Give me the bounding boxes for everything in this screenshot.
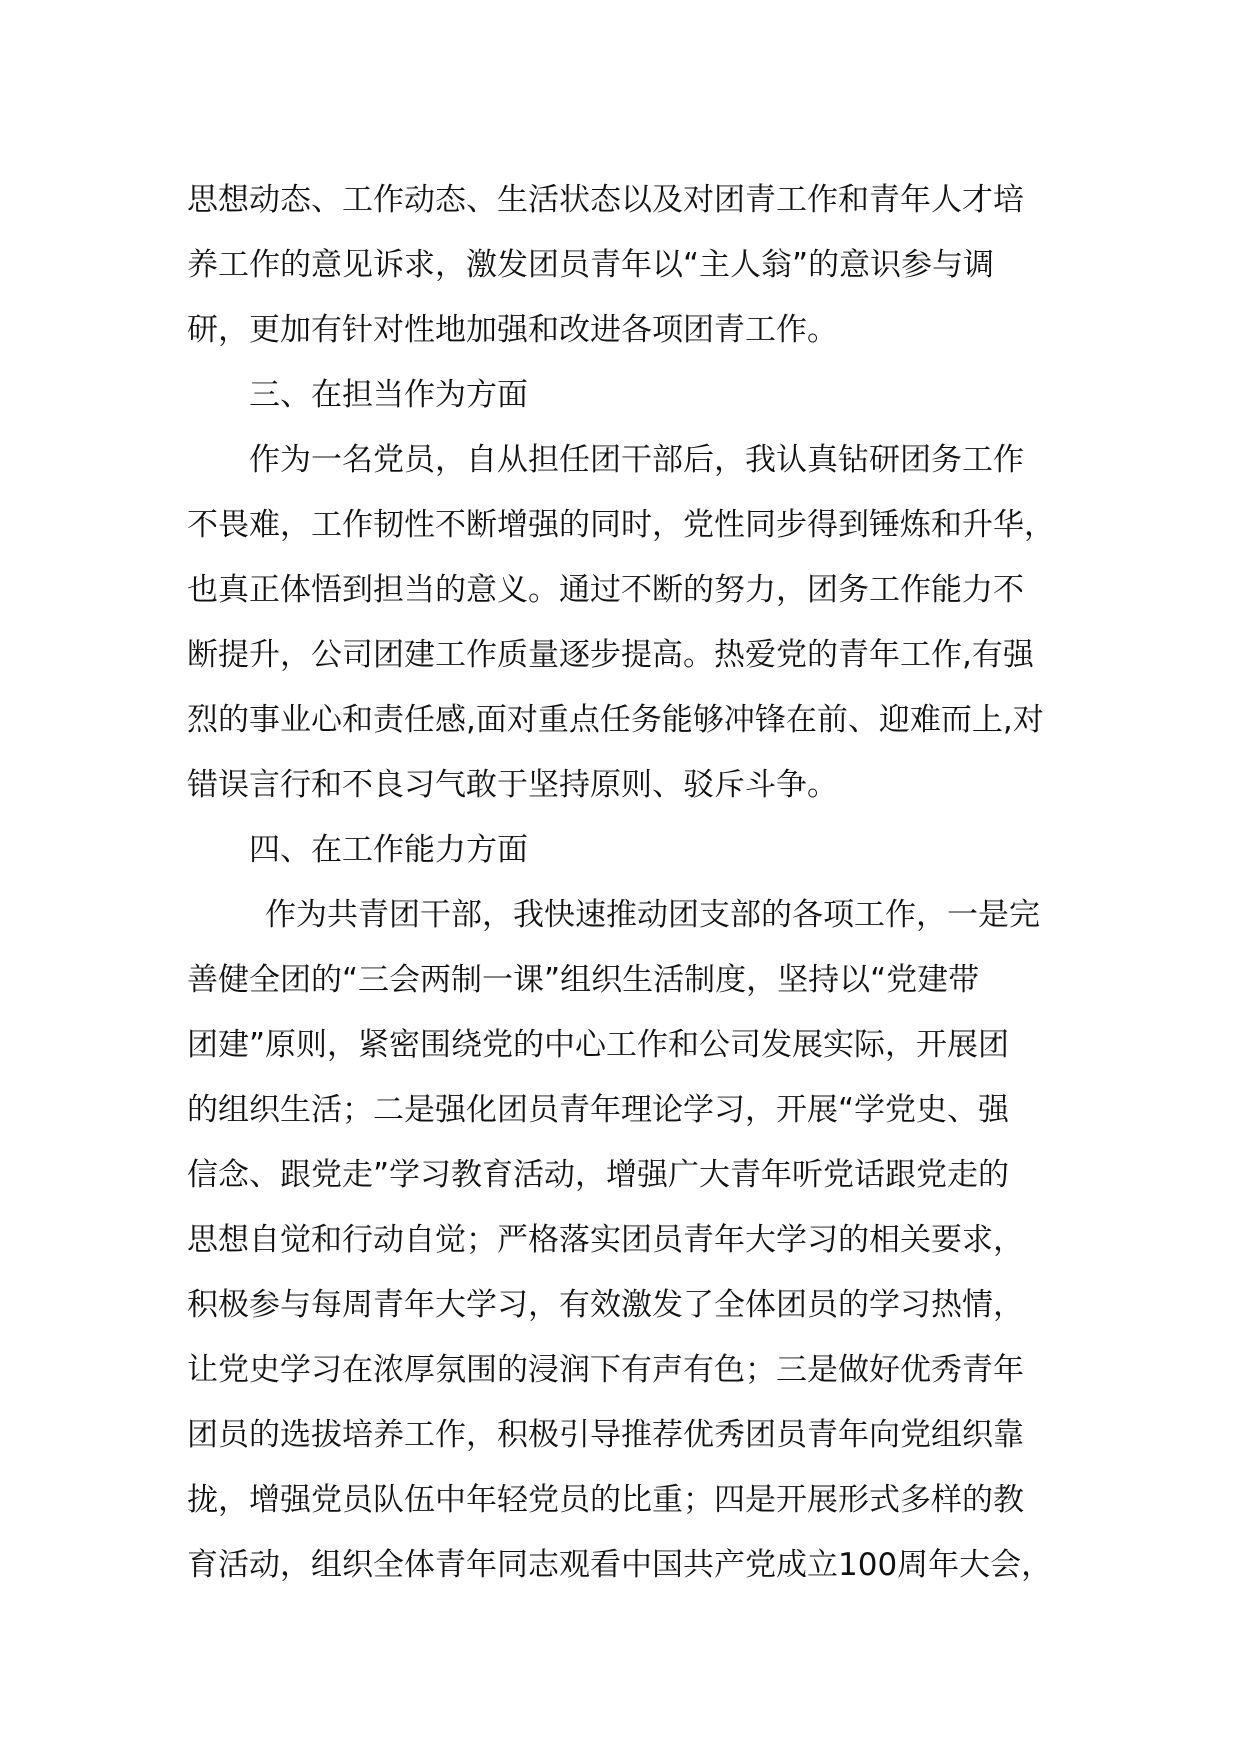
text-line: 思想自觉和行动自觉；严格落实团员青年大学习的相关要求，: [187, 1222, 1024, 1258]
text-line: 积极参与每周青年大学习，有效激发了全体团员的学习热情，: [187, 1287, 1024, 1323]
text-line: 信念、跟党走”学习教育活动，增强广大青年听党话跟党走的: [187, 1157, 1010, 1193]
text-line: 不畏难，工作韧性不断增强的同时，党性同步得到锤炼和升华，: [187, 507, 1055, 543]
section-heading: 四、在工作能力方面: [249, 832, 528, 868]
text-line: 善健全团的“三会两制一课”组织生活制度，坚持以“党建带: [187, 962, 980, 998]
text-line: 也真正体悟到担当的意义。通过不断的努力，团务工作能力不: [187, 572, 1024, 608]
text-line: 作为一名党员，自从担任团干部后，我认真钻研团务工作: [249, 442, 1024, 478]
text-line: 团员的选拔培养工作，积极引导推荐优秀团员青年向党组织靠: [187, 1417, 1024, 1453]
text-line: 烈的事业心和责任感,面对重点任务能够冲锋在前、迎难而上,对: [187, 702, 1044, 738]
text-line: 团建”原则，紧密围绕党的中心工作和公司发展实际，开展团: [187, 1027, 1010, 1063]
text-line: 养工作的意见诉求，激发团员青年以“主人翁”的意识参与调: [187, 247, 995, 283]
document-body: [187, 168, 1077, 1598]
text-line: 让党史学习在浓厚氛围的浸润下有声有色；三是做好优秀青年: [187, 1352, 1024, 1388]
text-line: 断提升，公司团建工作质量逐步提高。热爱党的青年工作,有强: [187, 637, 1034, 673]
section-heading: 三、在担当作为方面: [249, 377, 528, 413]
text-line: 育活动，组织全体青年同志观看中国共产党成立100周年大会，: [187, 1547, 1053, 1583]
text-line: 错误言行和不良习气敢于坚持原则、驳斥斗争。: [187, 767, 838, 803]
text-line: 的组织生活；二是强化团员青年理论学习，开展“学党史、强: [187, 1092, 1010, 1128]
text-line: 思想动态、工作动态、生活状态以及对团青工作和青年人才培: [187, 182, 1024, 218]
text-line: 拢，增强党员队伍中年轻党员的比重；四是开展形式多样的教: [187, 1482, 1024, 1518]
text-line: 作为共青团干部，我快速推动团支部的各项工作，一是完: [265, 897, 1040, 933]
text-line: 研，更加有针对性地加强和改进各项团青工作。: [187, 312, 838, 348]
